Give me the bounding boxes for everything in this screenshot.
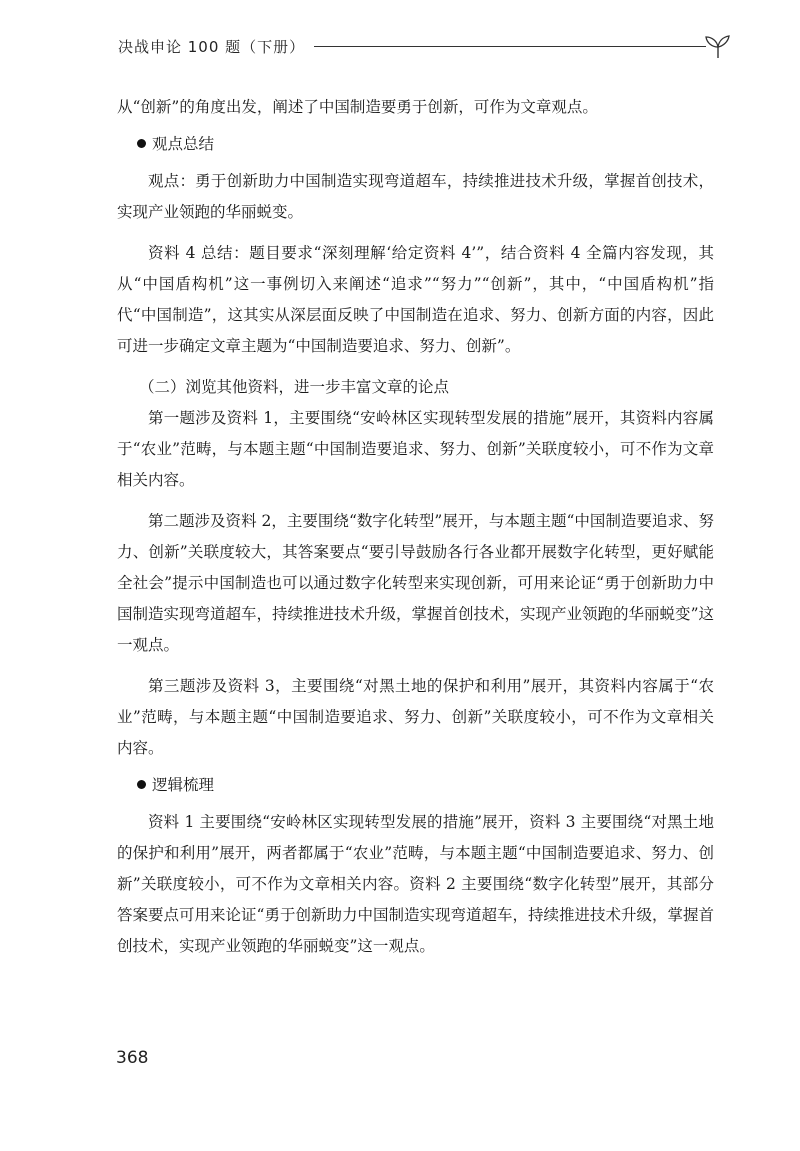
viewpoint-paragraph: 观点：勇于创新助力中国制造实现弯道超车，持续推进技术升级，掌握首创技术，实现产业领跑的华丽蜕变。 [117,172,714,221]
section-heading: （二）浏览其他资料，进一步丰富文章的论点 [139,378,450,396]
material4-summary-paragraph: 资料 4 总结：题目要求“深刻理解‘给定资料 4’”，结合资料 4 全篇内容发现，其从“中国盾构机”这一事例切入来阐述“追求”“努力”“创新”，其中，“中国盾构机”指代“中国制造”，这其实从深层面反映了中国制造在追求、努力、创新方面的内容，因此可进一步确定文章主题为“中国制造要追求、努力、创新”。 [117,244,714,355]
q1-paragraph: 第一题涉及资料 1，主要围绕“安岭林区实现转型发展的措施”展开，其资料内容属于“农业”范畴，与本题主题“中国制造要追求、努力、创新”关联度较小，可不作为文章相关内容。 [117,409,714,489]
bullet-label: 逻辑梳理 [152,776,215,794]
page-number: 368 [116,1048,149,1068]
bullet-icon [137,139,146,148]
bullet-icon [137,780,146,789]
header-rule [314,46,706,47]
body-text [117,92,714,962]
bullet-heading-logic [117,770,714,801]
book-title: 决战申论 100 题（下册） [118,38,306,56]
bullet-label: 观点总结 [152,135,215,153]
logic-paragraph: 资料 1 主要围绕“安岭林区实现转型发展的措施”展开，资料 3 主要围绕“对黑土地的保护和利用”展开，两者都属于“农业”范畴，与本题主题“中国制造要追求、努力、创新”关联度较小，可不作为文章相关内容。资料 2 主要围绕“数字化转型”展开，其部分答案要点可用来论证“勇于创新助力中国制造实现弯道超车，持续推进技术升级，掌握首创技术，实现产业领跑的华丽蜕变”这一观点。 [117,813,714,955]
bullet-heading-summary [117,129,714,160]
sprout-icon [702,34,734,60]
running-header [118,36,728,66]
q2-paragraph: 第二题涉及资料 2，主要围绕“数字化转型”展开，与本题主题“中国制造要追求、努力、创新”关联度较大，其答案要点“要引导鼓励各行各业都开展数字化转型，更好赋能全社会”提示中国制造也可以通过数字化转型来实现创新，可用来论证“勇于创新助力中国制造实现弯道超车，持续推进技术升级，掌握首创技术，实现产业领跑的华丽蜕变”这一观点。 [117,512,714,654]
q3-paragraph: 第三题涉及资料 3，主要围绕“对黑土地的保护和利用”展开，其资料内容属于“农业”范畴，与本题主题“中国制造要追求、努力、创新”关联度较小，可不作为文章相关内容。 [117,677,714,757]
intro-paragraph: 从“创新”的角度出发，阐述了中国制造要勇于创新，可作为文章观点。 [117,98,598,116]
